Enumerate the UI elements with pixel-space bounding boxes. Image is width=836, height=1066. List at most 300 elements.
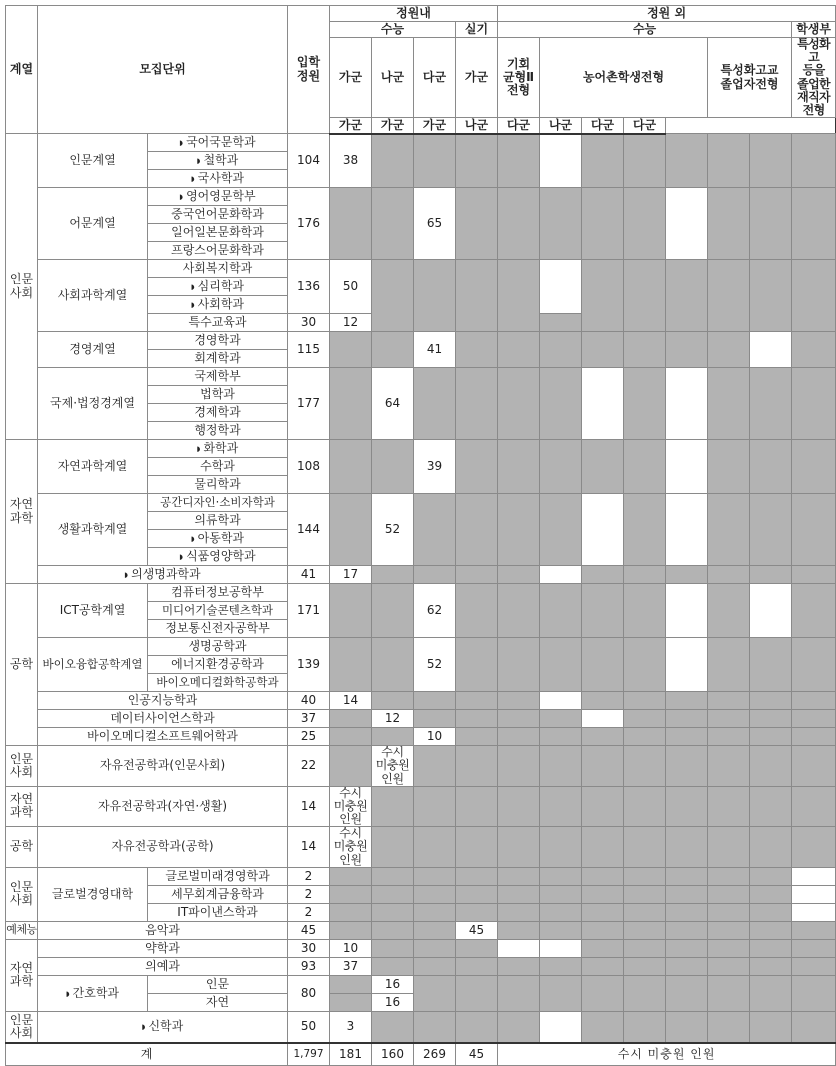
header-nong-ga2: 가군 — [414, 118, 456, 134]
unit-name: 글로벌미래경영학과 — [148, 867, 288, 885]
not-applicable-cell — [582, 692, 624, 710]
not-applicable-cell — [708, 885, 750, 903]
not-applicable-cell — [624, 728, 666, 746]
unit-label: 영어영문학부 — [186, 189, 256, 204]
applicable-cell — [540, 260, 582, 314]
header-suneung: 수능 — [330, 22, 456, 38]
not-applicable-cell — [372, 566, 414, 584]
not-applicable-cell — [582, 1011, 624, 1043]
not-applicable-cell — [792, 692, 836, 710]
applicable-cell — [540, 939, 582, 957]
not-applicable-cell — [624, 188, 666, 260]
not-applicable-cell — [456, 638, 498, 692]
not-applicable-cell — [582, 975, 624, 1011]
header-nong-da: 다군 — [498, 118, 540, 134]
bullet-icon: ◗ — [124, 571, 129, 580]
not-applicable-cell — [540, 188, 582, 260]
total-na: 160 — [372, 1043, 414, 1065]
unit-label: 사회학과 — [197, 297, 245, 312]
category-cell — [6, 867, 38, 921]
not-applicable-cell — [582, 566, 624, 584]
not-applicable-cell — [582, 903, 624, 921]
applicable-cell — [792, 903, 836, 921]
category-cell: 공학 — [6, 584, 38, 746]
not-applicable-cell — [540, 903, 582, 921]
not-applicable-cell — [330, 368, 372, 440]
not-applicable-cell — [372, 827, 414, 868]
header-gihoe — [498, 38, 540, 118]
admission-quota-table — [5, 5, 836, 1066]
not-applicable-cell — [372, 440, 414, 494]
not-applicable-cell — [792, 827, 836, 868]
not-applicable-cell — [330, 975, 372, 993]
table-row — [6, 494, 836, 512]
not-applicable-cell — [330, 710, 372, 728]
unit-name: 의예과 — [38, 957, 288, 975]
not-applicable-cell — [414, 827, 456, 868]
unit-name — [148, 278, 288, 296]
not-applicable-cell — [750, 638, 792, 692]
unit-name: 물리학과 — [148, 476, 288, 494]
unit-group: 생활과학계열 — [38, 494, 148, 566]
quota-cell: 30 — [288, 314, 330, 332]
unit-group: 국제·법정경계열 — [38, 368, 148, 440]
bullet-icon: ◗ — [179, 553, 184, 562]
not-applicable-cell — [414, 921, 456, 939]
header-ipak — [288, 6, 330, 134]
bullet-icon: ◗ — [141, 1023, 146, 1032]
category-label: 인문 사회 — [9, 880, 34, 908]
bullet-icon: ◗ — [179, 193, 184, 202]
not-applicable-cell — [708, 903, 750, 921]
header-nong-na: 나군 — [456, 118, 498, 134]
not-applicable-cell — [456, 566, 498, 584]
not-applicable-cell — [708, 440, 750, 494]
not-applicable-cell — [666, 692, 708, 710]
not-applicable-cell — [666, 885, 708, 903]
note-cell — [330, 827, 372, 868]
not-applicable-cell — [792, 584, 836, 638]
not-applicable-cell — [498, 728, 540, 746]
not-applicable-cell — [666, 566, 708, 584]
not-applicable-cell — [708, 260, 750, 332]
unit-group: 바이오융합공학계열 — [38, 638, 148, 692]
not-applicable-cell — [750, 134, 792, 188]
unit-group: 어문계열 — [38, 188, 148, 260]
table-row — [6, 728, 836, 746]
quota-cell: 139 — [288, 638, 330, 692]
not-applicable-cell — [372, 786, 414, 827]
not-applicable-cell — [750, 746, 792, 787]
not-applicable-cell — [540, 867, 582, 885]
not-applicable-cell — [456, 957, 498, 975]
not-applicable-cell — [708, 134, 750, 188]
unit-name: 경제학과 — [148, 404, 288, 422]
table-row — [6, 134, 836, 152]
total-row — [6, 1043, 836, 1065]
applicable-cell — [666, 494, 708, 566]
not-applicable-cell — [498, 867, 540, 885]
applicable-cell — [750, 332, 792, 368]
category-cell — [6, 786, 38, 827]
unit-label: 화학과 — [203, 441, 239, 456]
value-cell: 12 — [372, 710, 414, 728]
not-applicable-cell — [582, 584, 624, 638]
note-label: 수시 미충원인원 — [333, 826, 368, 867]
not-applicable-cell — [582, 728, 624, 746]
unit-name: 공간디자인·소비자학과 — [148, 494, 288, 512]
quota-cell: 37 — [288, 710, 330, 728]
not-applicable-cell — [372, 957, 414, 975]
bullet-icon: ◗ — [196, 445, 201, 454]
not-applicable-cell — [666, 134, 708, 188]
not-applicable-cell — [498, 903, 540, 921]
not-applicable-cell — [750, 957, 792, 975]
not-applicable-cell — [666, 827, 708, 868]
not-applicable-cell — [708, 692, 750, 710]
not-applicable-cell — [414, 494, 456, 566]
not-applicable-cell — [330, 584, 372, 638]
not-applicable-cell — [540, 440, 582, 494]
not-applicable-cell — [456, 440, 498, 494]
not-applicable-cell — [624, 957, 666, 975]
not-applicable-cell — [330, 332, 372, 368]
not-applicable-cell — [498, 710, 540, 728]
not-applicable-cell — [750, 867, 792, 885]
not-applicable-cell — [666, 332, 708, 368]
quota-cell: 104 — [288, 134, 330, 188]
not-applicable-cell — [708, 746, 750, 787]
not-applicable-cell — [498, 1011, 540, 1043]
unit-group — [38, 975, 148, 1011]
not-applicable-cell — [624, 332, 666, 368]
not-applicable-cell — [330, 746, 372, 787]
header-in: 정원내 — [330, 6, 498, 22]
bullet-icon: ◗ — [190, 283, 195, 292]
unit-name: 프랑스어문화학과 — [148, 242, 288, 260]
quota-cell: 40 — [288, 692, 330, 710]
quota-cell: 177 — [288, 368, 330, 440]
not-applicable-cell — [750, 188, 792, 260]
table-row — [6, 368, 836, 386]
not-applicable-cell — [750, 786, 792, 827]
table-row — [6, 746, 836, 787]
not-applicable-cell — [456, 1011, 498, 1043]
not-applicable-cell — [624, 939, 666, 957]
not-applicable-cell — [582, 939, 624, 957]
not-applicable-cell — [540, 975, 582, 1011]
not-applicable-cell — [792, 957, 836, 975]
not-applicable-cell — [498, 638, 540, 692]
not-applicable-cell — [750, 710, 792, 728]
not-applicable-cell — [456, 786, 498, 827]
header-out: 정원 외 — [498, 6, 836, 22]
unit-name: 약학과 — [38, 939, 288, 957]
applicable-cell — [540, 1011, 582, 1043]
unit-label: 국어국문학과 — [186, 135, 256, 150]
unit-name: 바이오메디컬화학공학과 — [148, 674, 288, 692]
not-applicable-cell — [372, 638, 414, 692]
not-applicable-cell — [582, 885, 624, 903]
not-applicable-cell — [414, 939, 456, 957]
not-applicable-cell — [372, 921, 414, 939]
not-applicable-cell — [540, 957, 582, 975]
not-applicable-cell — [750, 903, 792, 921]
not-applicable-cell — [456, 368, 498, 440]
total-ga: 181 — [330, 1043, 372, 1065]
unit-group: 사회과학계열 — [38, 260, 148, 332]
value-cell: 64 — [372, 368, 414, 440]
not-applicable-cell — [414, 260, 456, 332]
table-row — [6, 188, 836, 206]
admission-table-container — [5, 5, 831, 1061]
unit-name: 생명공학과 — [148, 638, 288, 656]
unit-name: 세무회계금융학과 — [148, 885, 288, 903]
bullet-icon: ◗ — [196, 157, 201, 166]
not-applicable-cell — [330, 440, 372, 494]
unit-name: 사회복지학과 — [148, 260, 288, 278]
not-applicable-cell — [750, 368, 792, 440]
applicable-cell — [792, 885, 836, 903]
unit-name — [38, 566, 288, 584]
header-mojip: 모집단위 — [38, 6, 288, 134]
not-applicable-cell — [792, 494, 836, 566]
note-cell — [372, 746, 414, 787]
quota-cell: 45 — [288, 921, 330, 939]
not-applicable-cell — [624, 786, 666, 827]
not-applicable-cell — [414, 710, 456, 728]
not-applicable-cell — [792, 638, 836, 692]
header-teukseong2-label: 특성화고 등을 졸업한 재직자 전형 — [797, 37, 831, 117]
not-applicable-cell — [414, 975, 456, 1011]
category-cell — [6, 134, 38, 440]
quota-cell: 144 — [288, 494, 330, 566]
not-applicable-cell — [624, 494, 666, 566]
not-applicable-cell — [456, 827, 498, 868]
not-applicable-cell — [666, 921, 708, 939]
not-applicable-cell — [372, 728, 414, 746]
bullet-icon: ◗ — [190, 535, 195, 544]
quota-cell: 136 — [288, 260, 330, 314]
not-applicable-cell — [540, 638, 582, 692]
not-applicable-cell — [498, 957, 540, 975]
not-applicable-cell — [372, 1011, 414, 1043]
not-applicable-cell — [330, 903, 372, 921]
header-teuk2-da: 다군 — [624, 118, 666, 134]
not-applicable-cell — [792, 786, 836, 827]
table-row — [6, 975, 836, 993]
not-applicable-cell — [372, 188, 414, 260]
unit-name: 컴퓨터정보공학부 — [148, 584, 288, 602]
table-row — [6, 921, 836, 939]
not-applicable-cell — [750, 440, 792, 494]
not-applicable-cell — [582, 188, 624, 260]
applicable-cell — [582, 494, 624, 566]
not-applicable-cell — [498, 494, 540, 566]
not-applicable-cell — [414, 903, 456, 921]
not-applicable-cell — [582, 786, 624, 827]
note-cell — [330, 786, 372, 827]
table-row — [6, 1011, 836, 1043]
value-cell: 52 — [372, 494, 414, 566]
header-teuk-na: 나군 — [540, 118, 582, 134]
table-row — [6, 440, 836, 458]
header-ipak-label: 입학 정원 — [296, 55, 321, 83]
category-label: 인문 사회 — [9, 272, 34, 300]
not-applicable-cell — [372, 332, 414, 368]
not-applicable-cell — [708, 975, 750, 1011]
not-applicable-cell — [372, 692, 414, 710]
not-applicable-cell — [540, 314, 582, 332]
header-in-na: 나군 — [372, 38, 414, 118]
not-applicable-cell — [792, 188, 836, 260]
not-applicable-cell — [792, 728, 836, 746]
unit-label: 국사학과 — [197, 171, 245, 186]
applicable-cell — [582, 368, 624, 440]
not-applicable-cell — [456, 494, 498, 566]
not-applicable-cell — [414, 368, 456, 440]
unit-name: 자유전공학과(자연·생활) — [38, 786, 288, 827]
unit-name: 특수교육과 — [148, 314, 288, 332]
not-applicable-cell — [330, 885, 372, 903]
not-applicable-cell — [540, 368, 582, 440]
not-applicable-cell — [330, 728, 372, 746]
header-suneung-out: 수능 — [498, 22, 792, 38]
not-applicable-cell — [498, 584, 540, 638]
unit-name: 음악과 — [38, 921, 288, 939]
not-applicable-cell — [624, 638, 666, 692]
table-row — [6, 566, 836, 584]
not-applicable-cell — [624, 692, 666, 710]
not-applicable-cell — [708, 1011, 750, 1043]
value-cell: 38 — [330, 134, 372, 188]
not-applicable-cell — [624, 885, 666, 903]
unit-name — [148, 152, 288, 170]
table-row — [6, 692, 836, 710]
table-row — [6, 638, 836, 656]
unit-name: 법학과 — [148, 386, 288, 404]
header-nong-ga1: 가군 — [372, 118, 414, 134]
header-teukseong — [708, 38, 792, 118]
not-applicable-cell — [540, 332, 582, 368]
quota-cell: 108 — [288, 440, 330, 494]
not-applicable-cell — [414, 957, 456, 975]
unit-name — [148, 188, 288, 206]
not-applicable-cell — [666, 939, 708, 957]
not-applicable-cell — [372, 134, 414, 188]
quota-cell: 14 — [288, 786, 330, 827]
not-applicable-cell — [624, 584, 666, 638]
unit-name — [148, 134, 288, 152]
header-teukseong2 — [792, 38, 836, 118]
not-applicable-cell — [540, 710, 582, 728]
not-applicable-cell — [540, 786, 582, 827]
not-applicable-cell — [708, 638, 750, 692]
category-cell: 공학 — [6, 827, 38, 868]
not-applicable-cell — [330, 867, 372, 885]
value-cell: 45 — [456, 921, 498, 939]
unit-group: 글로벌경영대학 — [38, 867, 148, 921]
unit-name: 바이오메디컬소프트웨어학과 — [38, 728, 288, 746]
header-haksaengbu: 학생부 — [792, 22, 836, 38]
not-applicable-cell — [498, 566, 540, 584]
applicable-cell — [540, 566, 582, 584]
not-applicable-cell — [750, 566, 792, 584]
unit-name: 자연 — [148, 993, 288, 1011]
not-applicable-cell — [456, 939, 498, 957]
not-applicable-cell — [708, 939, 750, 957]
value-cell: 52 — [414, 638, 456, 692]
not-applicable-cell — [456, 260, 498, 332]
value-cell: 3 — [330, 1011, 372, 1043]
not-applicable-cell — [498, 368, 540, 440]
unit-name: 자유전공학과(인문사회) — [38, 746, 288, 787]
not-applicable-cell — [540, 728, 582, 746]
not-applicable-cell — [456, 975, 498, 1011]
not-applicable-cell — [708, 921, 750, 939]
not-applicable-cell — [456, 332, 498, 368]
value-cell: 41 — [414, 332, 456, 368]
value-cell: 50 — [330, 260, 372, 314]
value-cell: 16 — [372, 993, 414, 1011]
value-cell: 39 — [414, 440, 456, 494]
unit-name — [148, 296, 288, 314]
unit-name: 데이터사이언스학과 — [38, 710, 288, 728]
not-applicable-cell — [414, 566, 456, 584]
unit-label: 의생명과학과 — [131, 567, 201, 582]
not-applicable-cell — [792, 440, 836, 494]
unit-name — [148, 548, 288, 566]
table-row — [6, 584, 836, 602]
bullet-icon: ◗ — [190, 301, 195, 310]
not-applicable-cell — [330, 921, 372, 939]
unit-name: 국제학부 — [148, 368, 288, 386]
unit-name: 수학과 — [148, 458, 288, 476]
not-applicable-cell — [498, 827, 540, 868]
not-applicable-cell — [372, 903, 414, 921]
category-label: 자연 과학 — [9, 961, 34, 989]
unit-name: 중국언어문화학과 — [148, 206, 288, 224]
quota-cell: 25 — [288, 728, 330, 746]
not-applicable-cell — [750, 260, 792, 332]
not-applicable-cell — [792, 975, 836, 1011]
applicable-cell — [540, 692, 582, 710]
total-quota: 1,797 — [288, 1043, 330, 1065]
not-applicable-cell — [624, 134, 666, 188]
not-applicable-cell — [414, 786, 456, 827]
table-row — [6, 957, 836, 975]
header-teukseong-label: 특성화고교 졸업자전형 — [720, 63, 779, 91]
header-in-ga: 가군 — [330, 38, 372, 118]
applicable-cell — [582, 710, 624, 728]
category-label: 자연 과학 — [9, 792, 34, 820]
value-cell: 14 — [330, 692, 372, 710]
not-applicable-cell — [330, 993, 372, 1011]
not-applicable-cell — [456, 692, 498, 710]
category-label: 인문 사회 — [9, 1012, 34, 1041]
unit-label: 아동학과 — [197, 531, 245, 546]
not-applicable-cell — [498, 975, 540, 1011]
unit-group: 자연과학계열 — [38, 440, 148, 494]
quota-cell: 176 — [288, 188, 330, 260]
total-out-note: 수시 미충원 인원 — [498, 1043, 836, 1065]
not-applicable-cell — [624, 710, 666, 728]
applicable-cell — [666, 440, 708, 494]
not-applicable-cell — [792, 939, 836, 957]
value-cell: 10 — [414, 728, 456, 746]
not-applicable-cell — [624, 903, 666, 921]
unit-name: 미디어기술콘텐츠학과 — [148, 602, 288, 620]
